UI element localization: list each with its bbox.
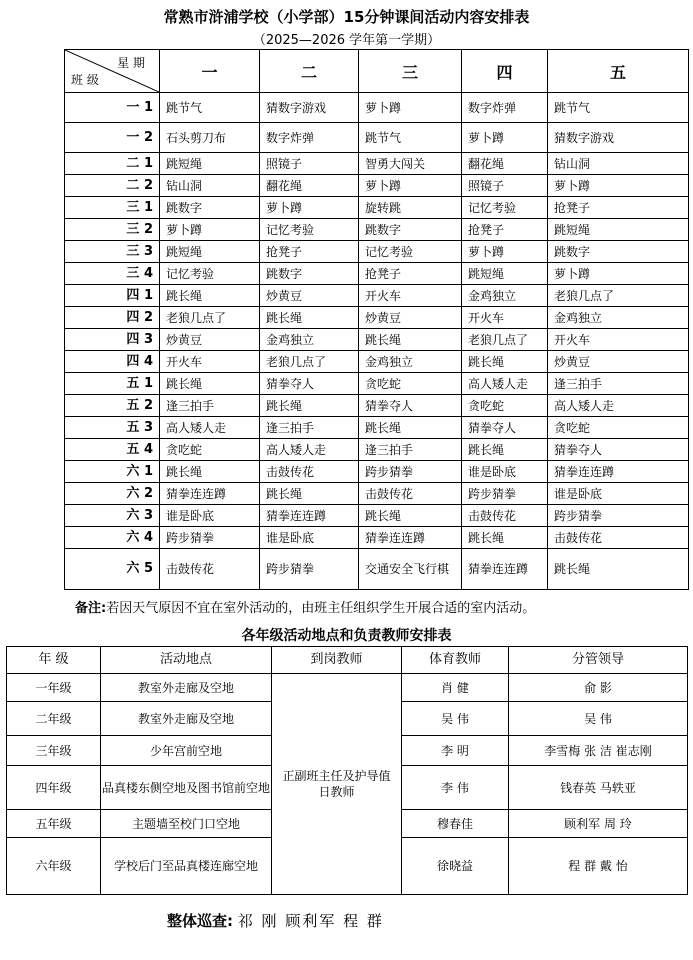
corner-class-label: 班 级 bbox=[71, 73, 99, 87]
activity-cell: 跨步猜拳 bbox=[359, 461, 462, 483]
activity-cell: 萝卜蹲 bbox=[160, 219, 260, 241]
schedule-row bbox=[65, 285, 689, 307]
activity-cell: 高人矮人走 bbox=[160, 417, 260, 439]
activity-cell: 跳长绳 bbox=[359, 505, 462, 527]
activity-cell: 交通安全飞行棋 bbox=[359, 549, 462, 590]
activity-cell: 跨步猜拳 bbox=[548, 505, 689, 527]
schedule-row bbox=[65, 417, 689, 439]
loc-header: 到岗教师 bbox=[272, 647, 402, 674]
day-header: 五 bbox=[548, 50, 689, 93]
activity-cell: 数字炸弹 bbox=[260, 123, 359, 153]
pe-teacher-cell: 吴 伟 bbox=[402, 702, 509, 736]
pe-teacher-cell: 李 伟 bbox=[402, 766, 509, 810]
class-cell: 六 5 bbox=[65, 549, 160, 590]
schedule-row bbox=[65, 263, 689, 285]
activity-cell: 高人矮人走 bbox=[462, 373, 548, 395]
duty-teacher-cell: 正副班主任及护导值日教师 bbox=[272, 674, 402, 895]
schedule-row bbox=[65, 395, 689, 417]
class-cell: 四 2 bbox=[65, 307, 160, 329]
leader-cell: 李雪梅 张 洁 崔志刚 bbox=[509, 736, 688, 766]
schedule-row bbox=[65, 461, 689, 483]
overall-inspection bbox=[167, 910, 384, 931]
activity-cell: 跨步猜拳 bbox=[260, 549, 359, 590]
place-cell: 品真楼东侧空地及图书馆前空地 bbox=[101, 766, 272, 810]
class-cell: 三 1 bbox=[65, 197, 160, 219]
activity-cell: 金鸡独立 bbox=[548, 307, 689, 329]
activity-schedule-table bbox=[64, 49, 689, 590]
activity-cell: 萝卜蹲 bbox=[260, 197, 359, 219]
activity-cell: 照镜子 bbox=[260, 153, 359, 175]
activity-cell: 击鼓传花 bbox=[548, 527, 689, 549]
grade-cell: 四年级 bbox=[7, 766, 101, 810]
note-label: 备注: bbox=[75, 601, 107, 616]
activity-cell: 猜拳连连蹲 bbox=[359, 527, 462, 549]
activity-cell: 高人矮人走 bbox=[260, 439, 359, 461]
schedule-row bbox=[65, 307, 689, 329]
activity-cell: 跳长绳 bbox=[160, 373, 260, 395]
loc-header: 活动地点 bbox=[101, 647, 272, 674]
class-cell: 五 3 bbox=[65, 417, 160, 439]
schedule-row bbox=[65, 175, 689, 197]
schedule-row bbox=[65, 505, 689, 527]
activity-cell: 谁是卧底 bbox=[260, 527, 359, 549]
page-subtitle: （2025—2026 学年第一学期） bbox=[252, 33, 441, 48]
schedule-row bbox=[65, 373, 689, 395]
activity-cell: 跳短绳 bbox=[462, 263, 548, 285]
activity-cell: 逢三拍手 bbox=[548, 373, 689, 395]
class-cell: 四 3 bbox=[65, 329, 160, 351]
activity-cell: 萝卜蹲 bbox=[359, 175, 462, 197]
class-cell: 五 1 bbox=[65, 373, 160, 395]
activity-cell: 跳数字 bbox=[359, 219, 462, 241]
activity-cell: 跳长绳 bbox=[462, 351, 548, 373]
pe-teacher-cell: 李 明 bbox=[402, 736, 509, 766]
activity-cell: 记忆考验 bbox=[260, 219, 359, 241]
activity-cell: 贪吃蛇 bbox=[160, 439, 260, 461]
activity-cell: 贪吃蛇 bbox=[462, 395, 548, 417]
pe-teacher-cell: 穆春佳 bbox=[402, 810, 509, 838]
activity-cell: 跳长绳 bbox=[359, 329, 462, 351]
pe-teacher-cell: 肖 健 bbox=[402, 674, 509, 702]
grade-cell: 五年级 bbox=[7, 810, 101, 838]
schedule-row bbox=[65, 527, 689, 549]
activity-cell: 跳短绳 bbox=[548, 219, 689, 241]
place-cell: 少年宫前空地 bbox=[101, 736, 272, 766]
activity-cell: 金鸡独立 bbox=[462, 285, 548, 307]
schedule-row bbox=[65, 549, 689, 590]
activity-cell: 翻花绳 bbox=[462, 153, 548, 175]
activity-cell: 猜数字游戏 bbox=[548, 123, 689, 153]
loc-header: 体育教师 bbox=[402, 647, 509, 674]
note-text: 若因天气原因不宜在室外活动的，由班主任组织学生开展合适的室内活动。 bbox=[106, 601, 536, 616]
activity-cell: 开火车 bbox=[160, 351, 260, 373]
schedule-row bbox=[65, 153, 689, 175]
note bbox=[75, 597, 535, 616]
activity-cell: 石头剪刀布 bbox=[160, 123, 260, 153]
activity-cell: 炒黄豆 bbox=[160, 329, 260, 351]
activity-cell: 跳长绳 bbox=[160, 285, 260, 307]
grade-cell: 二年级 bbox=[7, 702, 101, 736]
activity-cell: 炒黄豆 bbox=[359, 307, 462, 329]
day-header: 三 bbox=[359, 50, 462, 93]
place-cell: 教室外走廊及空地 bbox=[101, 674, 272, 702]
class-cell: 五 2 bbox=[65, 395, 160, 417]
class-cell: 四 4 bbox=[65, 351, 160, 373]
activity-cell: 跳短绳 bbox=[160, 153, 260, 175]
activity-cell: 跳长绳 bbox=[260, 307, 359, 329]
class-cell: 一 2 bbox=[65, 123, 160, 153]
activity-cell: 跨步猜拳 bbox=[462, 483, 548, 505]
place-cell: 学校后门至品真楼连廊空地 bbox=[101, 838, 272, 895]
activity-cell: 高人矮人走 bbox=[548, 395, 689, 417]
schedule-row bbox=[65, 241, 689, 263]
activity-cell: 猜拳连连蹲 bbox=[160, 483, 260, 505]
activity-cell: 跳长绳 bbox=[260, 483, 359, 505]
place-cell: 教室外走廊及空地 bbox=[101, 702, 272, 736]
activity-cell: 老狼几点了 bbox=[548, 285, 689, 307]
loc-header: 分管领导 bbox=[509, 647, 688, 674]
activity-cell: 击鼓传花 bbox=[359, 483, 462, 505]
activity-cell: 记忆考验 bbox=[359, 241, 462, 263]
schedule-row bbox=[65, 329, 689, 351]
activity-cell: 开火车 bbox=[359, 285, 462, 307]
grade-cell: 六年级 bbox=[7, 838, 101, 895]
activity-cell: 抢凳子 bbox=[462, 219, 548, 241]
activity-cell: 跳长绳 bbox=[160, 461, 260, 483]
activity-cell: 翻花绳 bbox=[260, 175, 359, 197]
inspection-label: 整体巡查: bbox=[167, 912, 233, 930]
activity-cell: 炒黄豆 bbox=[260, 285, 359, 307]
activity-cell: 数字炸弹 bbox=[462, 93, 548, 123]
activity-cell: 钻山洞 bbox=[160, 175, 260, 197]
class-cell: 二 1 bbox=[65, 153, 160, 175]
place-cell: 主题墙至校门口空地 bbox=[101, 810, 272, 838]
class-cell: 四 1 bbox=[65, 285, 160, 307]
activity-cell: 跳长绳 bbox=[359, 417, 462, 439]
activity-cell: 老狼几点了 bbox=[260, 351, 359, 373]
activity-cell: 萝卜蹲 bbox=[462, 123, 548, 153]
activity-cell: 萝卜蹲 bbox=[548, 175, 689, 197]
activity-cell: 猜拳连连蹲 bbox=[462, 549, 548, 590]
activity-cell: 贪吃蛇 bbox=[359, 373, 462, 395]
activity-cell: 猜拳连连蹲 bbox=[548, 461, 689, 483]
class-cell: 六 2 bbox=[65, 483, 160, 505]
activity-cell: 逢三拍手 bbox=[160, 395, 260, 417]
activity-cell: 跳长绳 bbox=[548, 549, 689, 590]
class-cell: 三 3 bbox=[65, 241, 160, 263]
loc-header: 年 级 bbox=[7, 647, 101, 674]
day-header: 二 bbox=[260, 50, 359, 93]
class-cell: 五 4 bbox=[65, 439, 160, 461]
leader-cell: 俞 影 bbox=[509, 674, 688, 702]
schedule-row bbox=[65, 197, 689, 219]
leader-cell: 程 群 戴 怡 bbox=[509, 838, 688, 895]
location-table bbox=[6, 646, 688, 895]
activity-cell: 萝卜蹲 bbox=[548, 263, 689, 285]
activity-cell: 照镜子 bbox=[462, 175, 548, 197]
activity-cell: 逢三拍手 bbox=[359, 439, 462, 461]
activity-cell: 跳长绳 bbox=[462, 527, 548, 549]
corner-week-label: 星 期 bbox=[117, 56, 145, 70]
activity-cell: 跳长绳 bbox=[462, 439, 548, 461]
grade-cell: 一年级 bbox=[7, 674, 101, 702]
class-cell: 六 4 bbox=[65, 527, 160, 549]
activity-cell: 谁是卧底 bbox=[548, 483, 689, 505]
activity-cell: 跳节气 bbox=[359, 123, 462, 153]
leader-cell: 钱春英 马轶亚 bbox=[509, 766, 688, 810]
activity-cell: 跳数字 bbox=[260, 263, 359, 285]
activity-cell: 金鸡独立 bbox=[260, 329, 359, 351]
location-table-title: 各年级活动地点和负责教师安排表 bbox=[241, 628, 452, 644]
class-cell: 二 2 bbox=[65, 175, 160, 197]
activity-cell: 跳节气 bbox=[160, 93, 260, 123]
activity-cell: 萝卜蹲 bbox=[359, 93, 462, 123]
activity-cell: 击鼓传花 bbox=[160, 549, 260, 590]
activity-cell: 萝卜蹲 bbox=[462, 241, 548, 263]
activity-cell: 记忆考验 bbox=[462, 197, 548, 219]
activity-cell: 跳节气 bbox=[548, 93, 689, 123]
activity-cell: 击鼓传花 bbox=[462, 505, 548, 527]
grade-cell: 三年级 bbox=[7, 736, 101, 766]
day-header: 一 bbox=[160, 50, 260, 93]
activity-cell: 猜拳夺人 bbox=[260, 373, 359, 395]
schedule-row bbox=[65, 351, 689, 373]
page-title: 常熟市浒浦学校（小学部）15分钟课间活动内容安排表 bbox=[163, 8, 530, 26]
activity-cell: 猜拳连连蹲 bbox=[260, 505, 359, 527]
class-cell: 一 1 bbox=[65, 93, 160, 123]
activity-cell: 炒黄豆 bbox=[548, 351, 689, 373]
schedule-row bbox=[65, 483, 689, 505]
activity-cell: 智勇大闯关 bbox=[359, 153, 462, 175]
class-cell: 三 2 bbox=[65, 219, 160, 241]
activity-cell: 击鼓传花 bbox=[260, 461, 359, 483]
leader-cell: 吴 伟 bbox=[509, 702, 688, 736]
class-cell: 六 1 bbox=[65, 461, 160, 483]
pe-teacher-cell: 徐晓益 bbox=[402, 838, 509, 895]
activity-cell: 跳数字 bbox=[548, 241, 689, 263]
activity-cell: 开火车 bbox=[548, 329, 689, 351]
activity-cell: 钻山洞 bbox=[548, 153, 689, 175]
activity-cell: 抢凳子 bbox=[359, 263, 462, 285]
activity-cell: 谁是卧底 bbox=[462, 461, 548, 483]
schedule-row bbox=[65, 123, 689, 153]
day-header: 四 bbox=[462, 50, 548, 93]
class-cell: 六 3 bbox=[65, 505, 160, 527]
corner-header bbox=[65, 50, 160, 93]
activity-cell: 猜拳夺人 bbox=[359, 395, 462, 417]
schedule-row bbox=[65, 93, 689, 123]
schedule-row bbox=[65, 439, 689, 461]
inspection-names: 祁 刚 顾利军 程 群 bbox=[237, 912, 384, 930]
activity-cell: 跳短绳 bbox=[160, 241, 260, 263]
activity-cell: 跳数字 bbox=[160, 197, 260, 219]
activity-cell: 抢凳子 bbox=[260, 241, 359, 263]
activity-cell: 贪吃蛇 bbox=[548, 417, 689, 439]
activity-cell: 猜拳夺人 bbox=[462, 417, 548, 439]
activity-cell: 金鸡独立 bbox=[359, 351, 462, 373]
activity-cell: 抢凳子 bbox=[548, 197, 689, 219]
location-row bbox=[7, 674, 688, 702]
activity-cell: 跨步猜拳 bbox=[160, 527, 260, 549]
leader-cell: 顾利军 周 玲 bbox=[509, 810, 688, 838]
class-cell: 三 4 bbox=[65, 263, 160, 285]
activity-cell: 旋转跳 bbox=[359, 197, 462, 219]
activity-cell: 开火车 bbox=[462, 307, 548, 329]
activity-cell: 记忆考验 bbox=[160, 263, 260, 285]
activity-cell: 老狼几点了 bbox=[160, 307, 260, 329]
activity-cell: 跳长绳 bbox=[260, 395, 359, 417]
activity-cell: 逢三拍手 bbox=[260, 417, 359, 439]
activity-cell: 猜拳夺人 bbox=[548, 439, 689, 461]
activity-cell: 老狼几点了 bbox=[462, 329, 548, 351]
activity-cell: 猜数字游戏 bbox=[260, 93, 359, 123]
activity-cell: 谁是卧底 bbox=[160, 505, 260, 527]
schedule-row bbox=[65, 219, 689, 241]
